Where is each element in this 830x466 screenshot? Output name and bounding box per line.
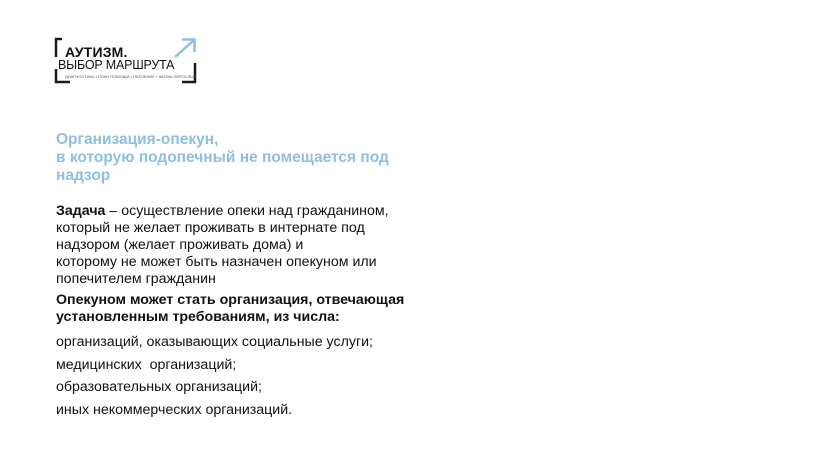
task-label: Задача xyxy=(56,203,106,219)
organization-heading xyxy=(56,292,476,326)
logo-tagline: ДИАГНОСТИКА • ПЛАН ПОМОЩИ • ОБУЧЕНИЕ • ЖИЗНЬ ВЗРОСЛЫХ xyxy=(65,74,197,79)
arrow-up-right-icon xyxy=(173,37,198,59)
task-line: попечителем гражданин xyxy=(56,271,216,287)
logo-title: АУТИЗМ. xyxy=(65,44,128,60)
organization-list xyxy=(56,331,373,421)
heading-line: надзор xyxy=(56,167,111,184)
task-line xyxy=(56,203,476,220)
task-paragraph xyxy=(56,203,476,288)
slide-heading xyxy=(56,131,476,185)
task-line-rest: – осуществление опеки над гражданином, xyxy=(105,203,389,219)
organization-heading-line: установленным требованиям, из числа: xyxy=(56,309,340,325)
task-line: который не желает проживать в интернате под xyxy=(56,220,365,236)
logo xyxy=(54,37,198,84)
task-line: надзором (желает проживать дома) и xyxy=(56,237,304,253)
task-line: которому не может быть назначен опекуном или xyxy=(56,254,377,270)
heading-line: в которую подопечный не помещается под xyxy=(56,149,389,166)
organization-heading-line: Опекуном может стать организация, отвечающая xyxy=(56,292,405,308)
logo-subtitle: ВЫБОР МАРШРУТА xyxy=(58,58,175,72)
heading-line: Организация-опекун, xyxy=(56,131,219,148)
list-item: медицинских организаций; xyxy=(56,356,237,373)
list-item: образовательных организаций; xyxy=(56,379,262,395)
list-item: организаций, оказывающих социальные услуги; xyxy=(56,334,373,350)
list-item: иных некоммерческих организаций. xyxy=(56,401,293,418)
